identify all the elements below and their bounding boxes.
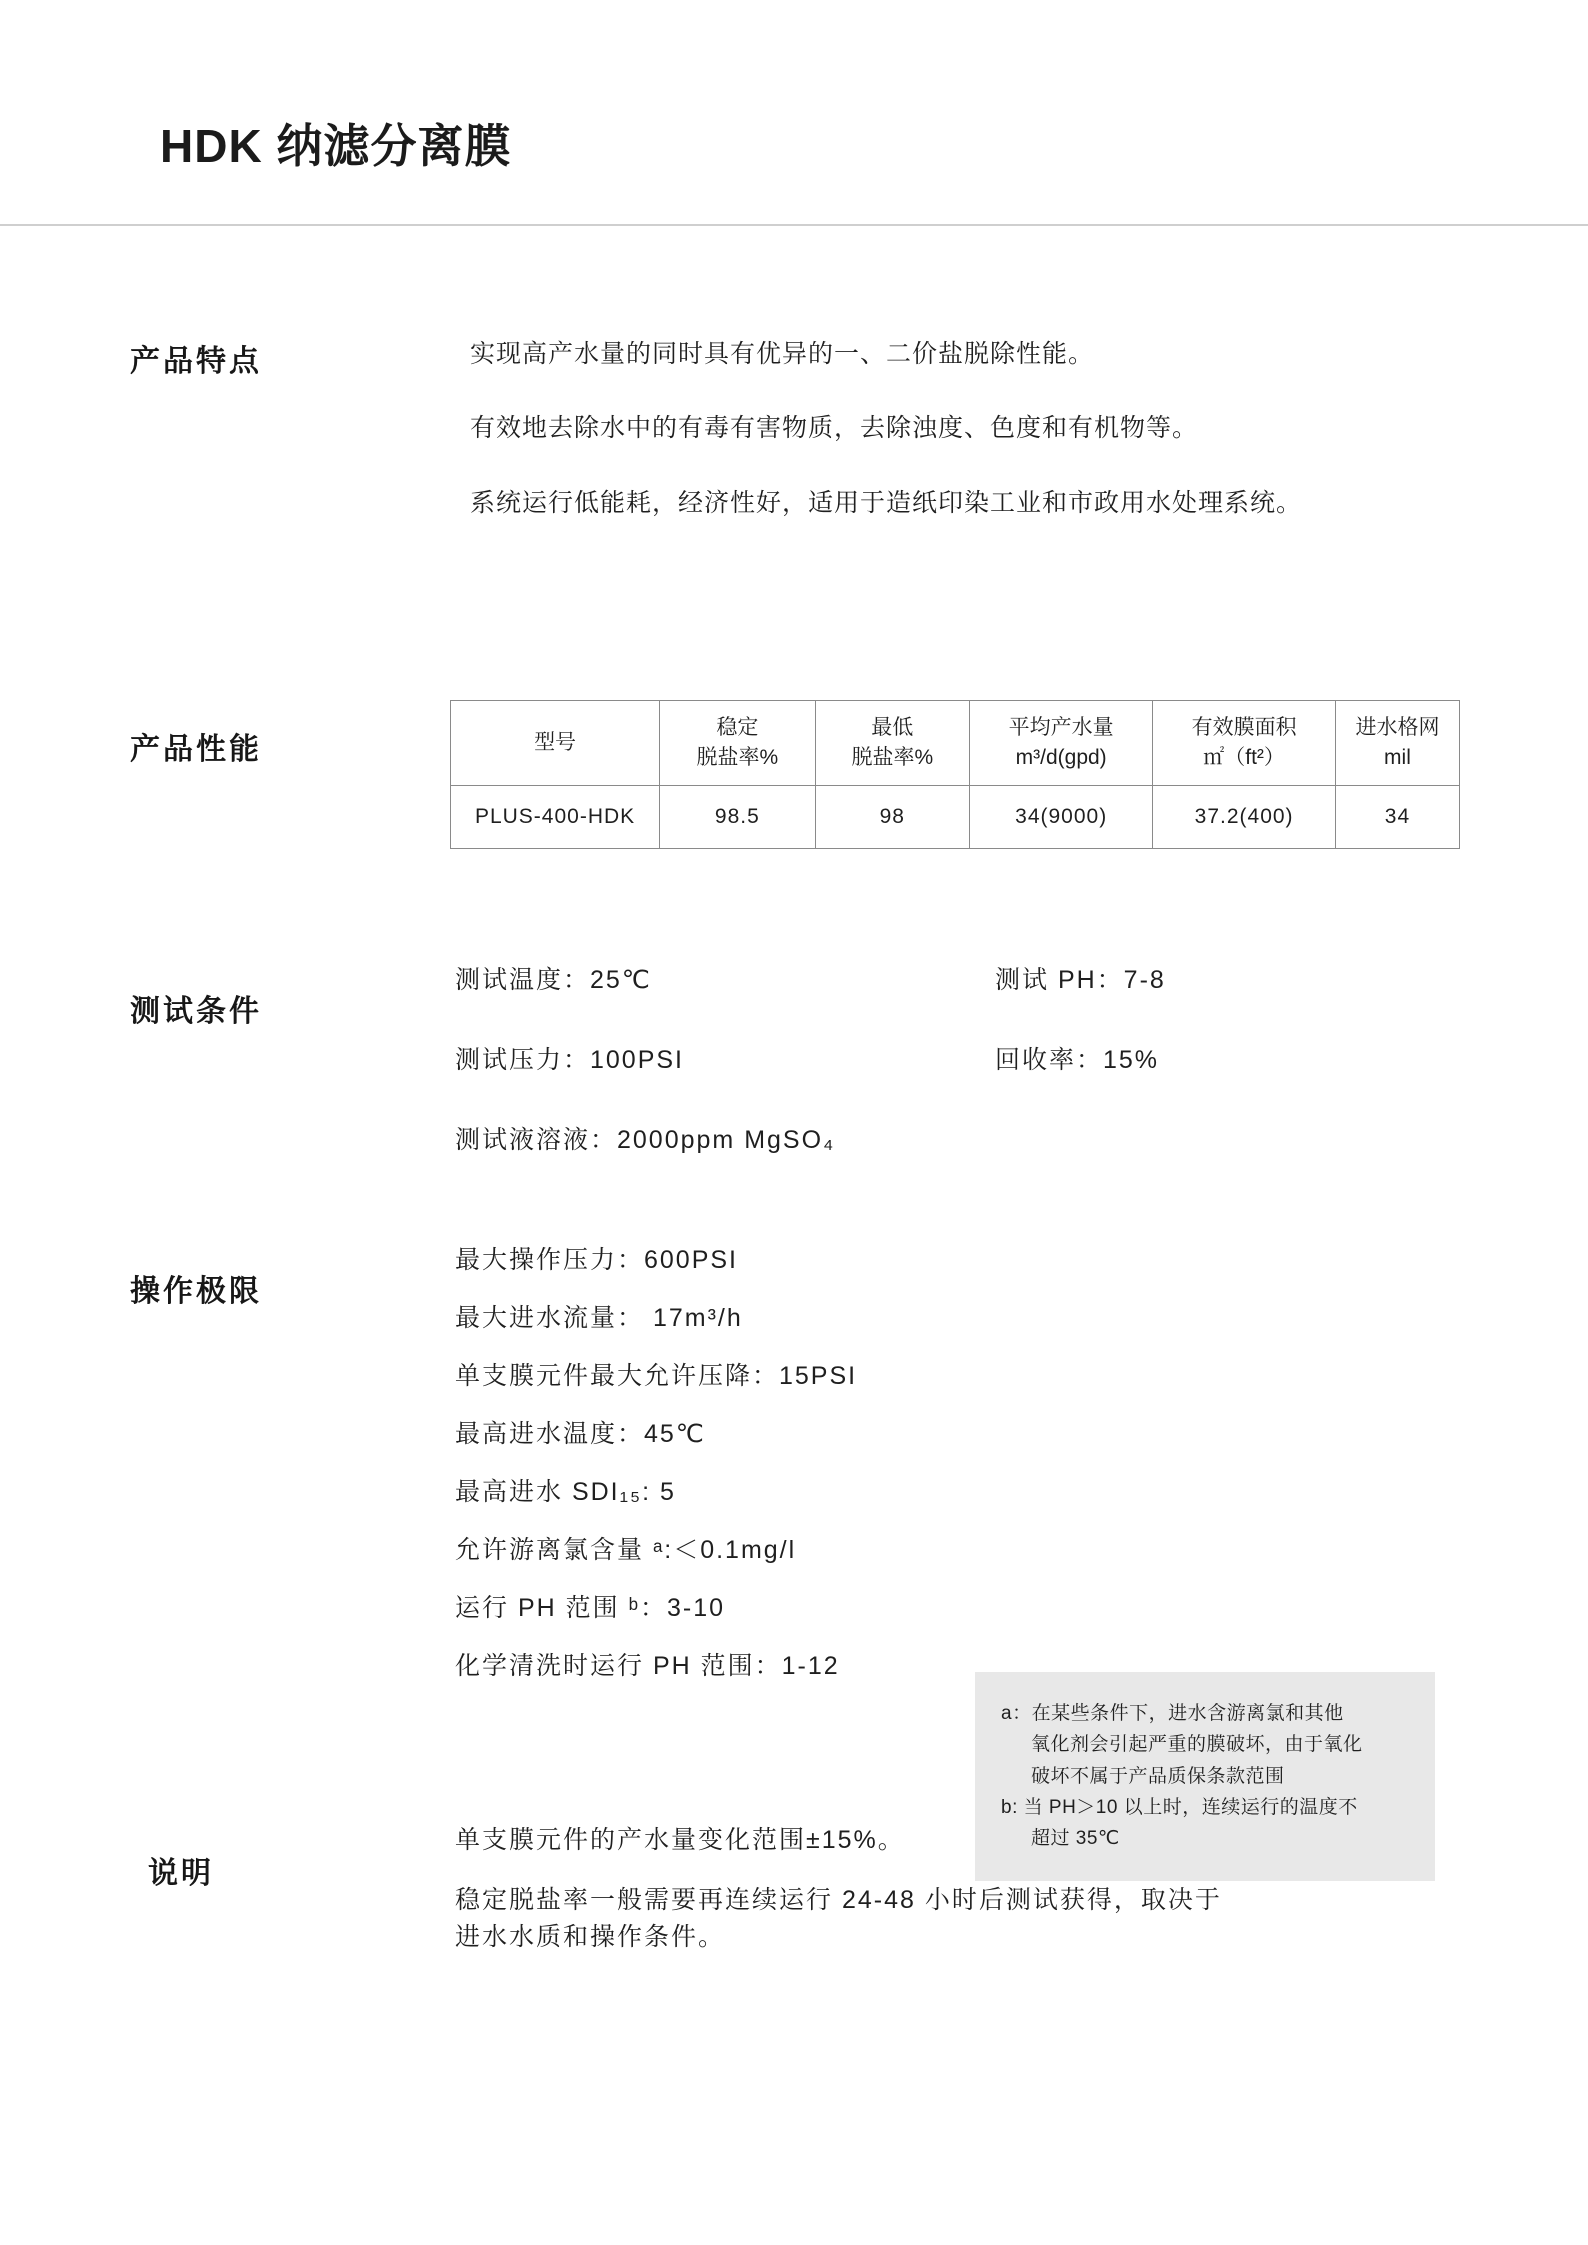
table-head [451,701,1460,786]
operating-limit-item: 最大操作压力：600PSI [455,1246,739,1274]
table-row [451,786,1460,849]
footnote-a-line3: 破坏不属于产品质保条款范围 [1031,1765,1285,1787]
table-header-row [451,701,1460,786]
table-header-cell-feed-spacer [1335,701,1459,786]
test-conditions-grid [455,960,1465,1200]
section-label-operating-limits: 操作极限 [130,1275,262,1308]
header-divider [0,224,1588,226]
table-header-cell-stable-rejection [660,701,815,786]
description-item: 进水水质和操作条件。 [455,1923,726,1951]
header-line1: 有效膜面积 [1191,715,1297,739]
description-item: 稳定脱盐率一般需要再连续运行 24-48 小时后测试获得，取决于 [455,1885,1222,1914]
test-conditions-column-left [455,960,995,1200]
cell-membrane-area: 37.2(400) [1153,786,1336,849]
header-line2: 脱盐率% [851,746,934,769]
feature-item: 有效地去除水中的有毒有害物质，去除浊度、色度和有机物等。 [470,414,1199,443]
description-item: 单支膜元件的产水量变化范围±15%。 [455,1826,905,1854]
operating-limit-item: 化学清洗时运行 PH 范围：1-12 [455,1652,840,1680]
cell-stable-rejection: 98.5 [660,786,815,849]
test-conditions-body [455,960,1465,1200]
footnote-a: a：在某些条件下，进水含游离氯和其他 [1001,1703,1344,1724]
test-condition-item: 测试压力：100PSI [455,1046,685,1074]
test-conditions-column-right [995,960,1425,1120]
test-condition-item: 回收率：15% [995,1046,1160,1074]
features-body [470,336,1480,559]
operating-limit-item: 单支膜元件最大允许压降：15PSI [455,1362,858,1390]
performance-body [450,700,1460,849]
table-body [451,786,1460,849]
section-label-description: 说明 [148,1857,214,1890]
cell-min-rejection: 98 [815,786,970,849]
page-title: HDK 纳滤分离膜 [160,120,512,172]
header-line2: 脱盐率% [696,746,779,769]
footnote-b: b: 当 PH＞10 以上时，连续运行的温度不 [1001,1797,1358,1819]
operating-limit-item: 最高进水 SDI₁₅: 5 [455,1478,676,1506]
table-header-cell-min-rejection [815,701,970,786]
header-line1: 稳定 [716,715,759,739]
document-header [0,0,1588,172]
table-header-cell-average-flow [970,701,1153,786]
operating-limit-item: 最大进水流量： 17m³/h [455,1304,743,1332]
performance-table [450,700,1460,849]
operating-limit-item: 允许游离氯含量 ᵃ:＜0.1mg/l [455,1536,797,1564]
description-body [455,1822,1465,1979]
cell-feed-spacer: 34 [1335,786,1459,849]
header-line2: m³/d(gpd) [1015,746,1107,769]
cell-model: PLUS-400-HDK [451,786,660,849]
operating-limit-item: 最高进水温度：45℃ [455,1420,706,1448]
header-line1: 平均产水量 [1008,715,1114,739]
test-condition-item: 测试温度：25℃ [455,966,652,994]
section-label-test-conditions: 测试条件 [130,995,262,1028]
footnote-b-line2: 超过 35℃ [1031,1828,1120,1850]
feature-item: 实现高产水量的同时具有优异的一、二价盐脱除性能。 [470,340,1095,368]
header-line2: mil [1384,746,1411,769]
header-line1: 最低 [871,715,914,739]
test-condition-item: 测试液溶液：2000ppm MgSO₄ [455,1126,836,1154]
section-label-performance: 产品性能 [130,733,262,766]
header-line1: 型号 [534,730,577,754]
header-line2: ㎡（ft²） [1203,746,1285,769]
table-header-cell-membrane-area [1153,701,1336,786]
footnote-a-line2: 氧化剂会引起严重的膜破坏，由于氧化 [1031,1734,1363,1756]
header-line1: 进水格网 [1355,715,1440,739]
feature-item: 系统运行低能耗，经济性好，适用于造纸印染工业和市政用水处理系统。 [470,488,1303,517]
cell-average-flow: 34(9000) [970,786,1153,849]
section-label-features: 产品特点 [130,345,262,378]
table-header-cell-model [451,701,660,786]
operating-limit-item: 运行 PH 范围 ᵇ：3-10 [455,1594,726,1622]
test-condition-item: 测试 PH：7-8 [995,966,1166,994]
